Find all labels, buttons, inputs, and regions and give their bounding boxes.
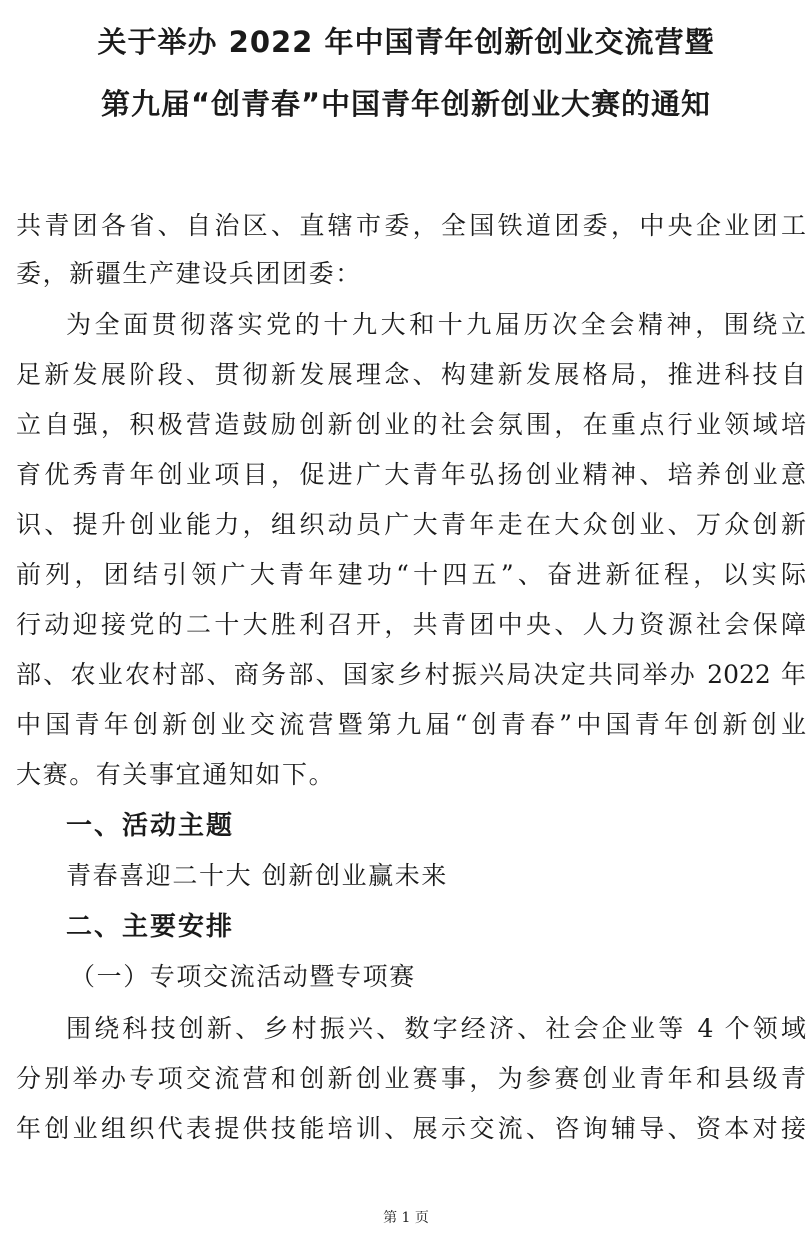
section-heading: 二、主要安排 <box>66 912 235 942</box>
salutation-line: 委，新疆生产建设兵团团委： <box>16 259 362 288</box>
paragraph-line: 识、提升创业能力，组织动员广大青年走在大众创业、万众创新 <box>16 510 806 539</box>
paragraph-line: 部、农业农村部、商务部、国家乡村振兴局决定共同举办 2022 年 <box>16 660 806 689</box>
paragraph-line: 中国青年创新创业交流营暨第九届“创青春”中国青年创新创业 <box>16 710 806 739</box>
paragraph-line: 大赛。有关事宜通知如下。 <box>16 760 336 789</box>
paragraph-line: 围绕科技创新、乡村振兴、数字经济、社会企业等 4 个领域 <box>66 1014 806 1043</box>
title-line-1: 关于举办 2022 年中国青年创新创业交流营暨 <box>97 25 715 59</box>
page-number: 第 1 页 <box>383 1210 429 1226</box>
salutation-line: 共青团各省、自治区、直辖市委，全国铁道团委，中央企业团工 <box>16 211 806 240</box>
section-heading: 一、活动主题 <box>66 811 235 841</box>
section-text: 青春喜迎二十大 创新创业赢未来 <box>66 861 448 890</box>
paragraph-line: 行动迎接党的二十大胜利召开，共青团中央、人力资源社会保障 <box>16 610 806 639</box>
paragraph-line: 育优秀青年创业项目，促进广大青年弘扬创业精神、培养创业意 <box>16 460 806 489</box>
paragraph-line: 为全面贯彻落实党的十九大和十九届历次全会精神，围绕立 <box>66 310 806 339</box>
paragraph-line: 足新发展阶段、贯彻新发展理念、构建新发展格局，推进科技自 <box>16 360 806 389</box>
paragraph-line: 分别举办专项交流营和创新创业赛事，为参赛创业青年和县级青 <box>16 1064 806 1093</box>
paragraph-line: 前列，团结引领广大青年建功“十四五”、奋进新征程，以实际 <box>16 560 806 589</box>
paragraph-line: 年创业组织代表提供技能培训、展示交流、咨询辅导、资本对接 <box>16 1114 806 1143</box>
subsection-heading: （一）专项交流活动暨专项赛 <box>70 962 416 991</box>
paragraph-line: 立自强，积极营造鼓励创新创业的社会氛围，在重点行业领域培 <box>16 410 806 439</box>
title-line-2: 第九届“创青春”中国青年创新创业大赛的通知 <box>100 87 712 121</box>
